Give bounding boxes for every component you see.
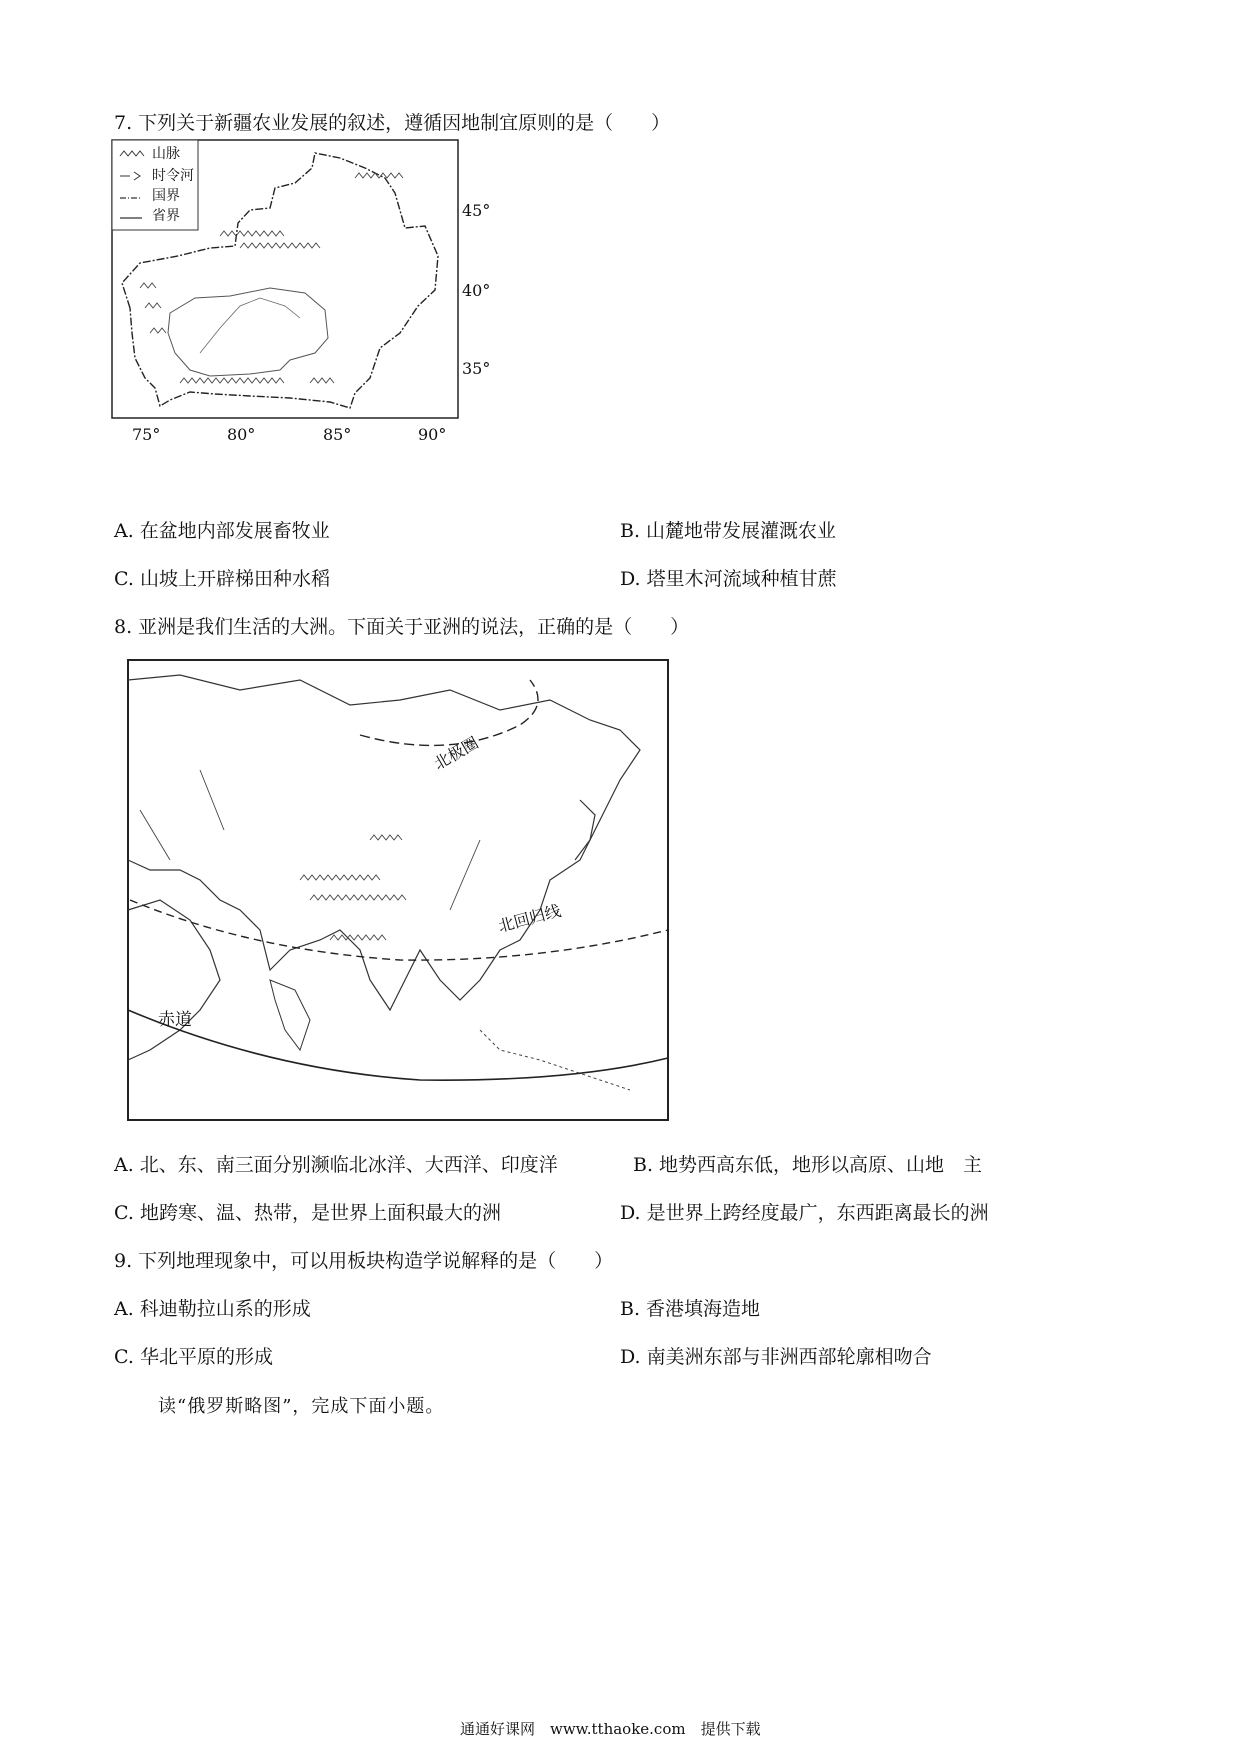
q9-option-d: D. 南美洲东部与非洲西部轮廓相吻合 xyxy=(620,1346,932,1368)
equator-label: 赤道 xyxy=(158,1010,192,1030)
q9-option-c: C. 华北平原的形成 xyxy=(114,1346,273,1368)
legend-border: 国界 xyxy=(152,188,180,204)
q7-stem: 7. 下列关于新疆农业发展的叙述，遵循因地制宜原则的是（ ） xyxy=(114,112,671,134)
q9-stem: 9. 下列地理现象中，可以用板块构造学说解释的是（ ） xyxy=(114,1250,614,1272)
tarim-river xyxy=(200,298,300,353)
legend-province: 省界 xyxy=(152,208,180,224)
equator-line xyxy=(128,1010,668,1080)
southeast-asia-islands xyxy=(480,1030,630,1090)
asia-map xyxy=(120,650,680,1126)
q7-option-c: C. 山坡上开辟梯田种水稻 xyxy=(114,568,330,590)
russia-map-intro: 读“俄罗斯略图”，完成下面小题。 xyxy=(158,1396,445,1417)
page-footer: 通通好课网 www.tthaoke.com 提供下载 xyxy=(460,1720,761,1738)
arctic-circle-label: 北极圈 xyxy=(430,733,482,774)
lon-80: 80° xyxy=(227,425,256,444)
legend-mountain: 山脉 xyxy=(152,146,180,162)
africa-arabia-coast xyxy=(128,900,220,1060)
q8-option-d: D. 是世界上跨经度最广，东西距离最长的洲 xyxy=(620,1202,989,1224)
q8-option-c: C. 地跨寒、温、热带，是世界上面积最大的洲 xyxy=(114,1202,501,1224)
q7-option-b: B. 山麓地带发展灌溉农业 xyxy=(620,520,837,542)
xinjiang-map-svg xyxy=(100,138,500,458)
xinjiang-map xyxy=(100,138,500,458)
lat-35: 35° xyxy=(462,359,491,378)
tarim-basin xyxy=(168,288,328,376)
lat-45: 45° xyxy=(462,201,491,220)
q8-option-a: A. 北、东、南三面分别濒临北冰洋、大西洋、印度洋 xyxy=(114,1154,558,1176)
q7-option-a: A. 在盆地内部发展畜牧业 xyxy=(114,520,330,542)
q9-option-a: A. 科迪勒拉山系的形成 xyxy=(114,1298,311,1320)
asia-map-svg xyxy=(120,650,680,1126)
asia-map-frame xyxy=(128,660,668,1120)
lon-85: 85° xyxy=(323,425,352,444)
asia-mountains xyxy=(140,770,480,940)
lon-75: 75° xyxy=(132,425,161,444)
asia-coastline xyxy=(128,675,640,1010)
legend-river: 时令河 xyxy=(152,168,194,184)
q7-option-d: D. 塔里木河流域种植甘蔗 xyxy=(620,568,837,590)
india-peninsula xyxy=(270,980,310,1050)
q9-option-b: B. 香港填海造地 xyxy=(620,1298,761,1320)
lat-40: 40° xyxy=(462,281,491,300)
q8-stem: 8. 亚洲是我们生活的大洲。下面关于亚洲的说法，正确的是（ ） xyxy=(114,616,690,638)
q8-option-b: B. 地势西高东低，地形以高原、山地 主 xyxy=(633,1154,983,1176)
tropic-label: 北回归线 xyxy=(496,900,563,936)
lon-90: 90° xyxy=(418,425,447,444)
